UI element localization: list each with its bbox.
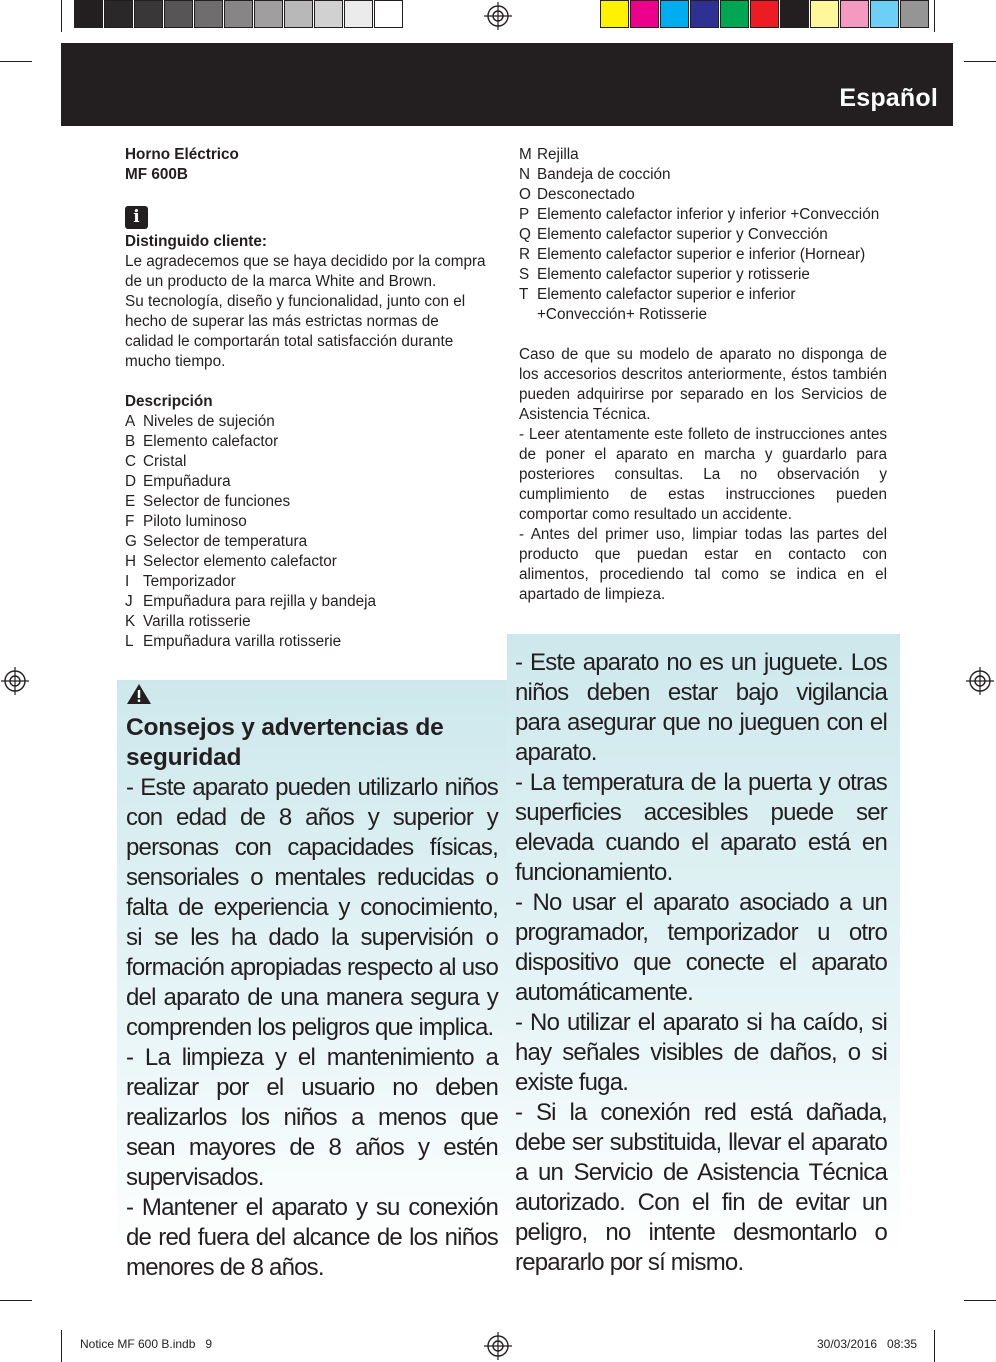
description-item [125, 552, 487, 572]
description-item [125, 452, 487, 472]
left-column [125, 145, 487, 652]
description-item-key: K [125, 613, 136, 630]
description-item [519, 165, 887, 185]
description-item-text: Empuñadura para rejilla y bandeja [143, 593, 377, 610]
description-item-text: Empuñadura [143, 473, 231, 490]
safety-item: - Si la conexión red está dañada, debe ser substituida, llevar el aparato a un Servicio de Asistencia Técnica autorizado. Con el fin de evitar un peligro, no intente desmontarlo o repararlo por sí mismo. [515, 1099, 887, 1276]
crop-mark [934, 1330, 935, 1362]
safety-left-column [126, 680, 498, 1283]
warning-icon [126, 683, 152, 705]
description-item-key: M [519, 146, 532, 163]
color-swatch [224, 0, 253, 28]
registration-mark-icon [965, 666, 995, 696]
description-list [125, 412, 487, 652]
accessories-note: Caso de que su modelo de aparato no disponga de los accesorios descritos anteriormente, éstos también pueden adquirirse por separado en los Servicios de Asistencia Técnica. [519, 346, 887, 423]
color-swatch [254, 0, 283, 28]
description-item-text: Elemento calefactor superior y Convección [537, 226, 828, 243]
description-heading: Descripción [125, 393, 213, 410]
safety-right-column [515, 648, 887, 1278]
description-item [519, 245, 887, 265]
color-swatch [660, 0, 689, 28]
safety-item: - Mantener el aparato y su conexión de red fuera del alcance de los niños menores de 8 años. [126, 1194, 498, 1281]
safety-item: - Este aparato no es un juguete. Los niños deben estar bajo vigilancia para asegurar que no jueguen con el aparato. [515, 649, 887, 766]
registration-mark-icon [483, 1331, 513, 1361]
grayscale-color-bar [74, 0, 404, 30]
description-item [519, 185, 887, 205]
color-swatch [284, 0, 313, 28]
crop-mark [964, 1300, 996, 1301]
safety-list [515, 648, 887, 1278]
description-item-key: N [519, 166, 531, 183]
safety-item: - Este aparato pueden utilizarlo niños con edad de 8 años y superior y personas con capacidades físicas, sensoriales o mentales reducidas o falta de experiencia y conocimiento, si se les ha dado la supervisión o formación apropiadas respecto al uso del aparato de una manera segura y comprenden los peligros que implica. [126, 774, 498, 1041]
description-item-key: B [125, 433, 136, 450]
color-swatch [194, 0, 223, 28]
info-icon: i [125, 206, 148, 229]
color-swatch [600, 0, 629, 28]
cleaning-note: - Antes del primer uso, limpiar todas las partes del producto que puedan estar en contacto con alimentos, procediendo tal como se indica en el apartado de limpieza. [519, 526, 887, 603]
color-swatch [104, 0, 133, 28]
description-item-key: L [125, 633, 134, 650]
description-item [519, 205, 887, 225]
intro-paragraph: Su tecnología, diseño y funcionalidad, junto con el hecho de superar las más estrictas normas de calidad le comportarán total satisfacción durante mucho tiempo. [125, 293, 466, 370]
color-swatch [840, 0, 869, 28]
color-swatch [134, 0, 163, 28]
description-item [519, 265, 887, 285]
description-item [125, 412, 487, 432]
description-item-key: O [519, 186, 531, 203]
color-swatch [780, 0, 809, 28]
header-band [61, 43, 953, 126]
right-column [519, 145, 887, 605]
safety-title: Consejos y advertencias de seguridad [126, 714, 444, 771]
description-item-text: Selector de funciones [143, 493, 291, 510]
color-swatch [164, 0, 193, 28]
description-item-key: C [125, 453, 137, 470]
description-item-key: D [125, 473, 137, 490]
description-item-text: Elemento calefactor [143, 433, 279, 450]
color-swatch [374, 0, 403, 28]
safety-item: - No utilizar el aparato si ha caído, si hay señales visibles de daños, o si existe fuga. [515, 1009, 887, 1096]
description-item-text: Niveles de sujeción [143, 413, 275, 430]
description-item-text: Elemento calefactor inferior y inferior +Convección [537, 206, 880, 223]
product-name: Horno Eléctrico [125, 146, 239, 163]
description-item-text: Piloto luminoso [143, 513, 247, 530]
safety-list [126, 773, 498, 1283]
description-item-text: Elemento calefactor superior y rotisserie [537, 266, 810, 283]
color-swatch [690, 0, 719, 28]
description-item-key: J [125, 593, 133, 610]
crop-mark [61, 0, 62, 32]
description-item [125, 432, 487, 452]
description-item [125, 492, 487, 512]
description-item [125, 632, 487, 652]
description-item-key: Q [519, 226, 531, 243]
description-item [125, 592, 487, 612]
description-item-text: Cristal [143, 453, 187, 470]
color-swatch [74, 0, 103, 28]
description-item [519, 285, 887, 325]
color-swatch [810, 0, 839, 28]
description-item-text: Elemento calefactor superior e inferior (Hornear) [537, 246, 866, 263]
description-item-text: Temporizador [143, 573, 236, 590]
description-item-key: S [519, 266, 530, 283]
description-item-text: Bandeja de cocción [537, 166, 671, 183]
description-item-text: Varilla rotisserie [143, 613, 251, 630]
language-title: Español [839, 84, 938, 112]
footer-file-name: Notice MF 600 B.indb 9 [80, 1337, 213, 1351]
safety-item: - La limpieza y el mantenimiento a realizar por el usuario no deben realizarlos los niños a menos que sean mayores de 8 años y estén supervisados. [126, 1044, 498, 1191]
color-swatch [630, 0, 659, 28]
description-item [519, 145, 887, 165]
description-item [125, 612, 487, 632]
crop-mark [0, 61, 32, 62]
color-swatch [720, 0, 749, 28]
description-item-key: T [519, 286, 529, 303]
description-item-key: R [519, 246, 531, 263]
description-item [125, 532, 487, 552]
description-item-text: Desconectado [537, 186, 635, 203]
description-item-key: F [125, 513, 135, 530]
color-swatch [314, 0, 343, 28]
description-item-key: G [125, 533, 137, 550]
description-item-key: E [125, 493, 136, 510]
intro-paragraph: Le agradecemos que se haya decidido por la compra de un producto de la marca White and Brown. [125, 253, 486, 290]
description-item-text: Selector de temperatura [143, 533, 308, 550]
registration-mark-icon [0, 666, 30, 696]
process-color-bar [600, 0, 930, 30]
description-item-text: Rejilla [537, 146, 579, 163]
description-item-text: Elemento calefactor superior e inferior +Convección+ Rotisserie [537, 286, 796, 323]
safety-item: - La temperatura de la puerta y otras superficies accesibles puede ser elevada cuando el aparato está en funcionamiento. [515, 769, 887, 886]
crop-mark [934, 0, 935, 32]
crop-mark [964, 61, 996, 62]
color-swatch [900, 0, 929, 28]
description-list [519, 145, 887, 325]
description-item [125, 472, 487, 492]
description-item-key: I [125, 573, 130, 590]
description-item-text: Selector elemento calefactor [143, 553, 337, 570]
color-swatch [344, 0, 373, 28]
read-instructions-note: - Leer atentamente este folleto de instrucciones antes de poner el aparato en marcha y guardarlo para posteriores consultas. La no observación y cumplimiento de estas instrucciones pueden comportar como resultado un accidente. [519, 426, 887, 523]
registration-mark-icon [483, 1, 513, 31]
description-item [125, 572, 487, 592]
intro-heading: Distinguido cliente: [125, 233, 267, 250]
crop-mark [0, 1300, 32, 1301]
description-item-text: Empuñadura varilla rotisserie [143, 633, 342, 650]
description-item-key: P [519, 206, 530, 223]
description-item [519, 225, 887, 245]
safety-item: - No usar el aparato asociado a un programador, temporizador u otro dispositivo que conecte el aparato automáticamente. [515, 889, 887, 1006]
color-swatch [750, 0, 779, 28]
color-swatch [870, 0, 899, 28]
product-model: MF 600B [125, 166, 188, 183]
crop-mark [61, 1330, 62, 1362]
footer-timestamp: 30/03/2016 08:35 [817, 1337, 918, 1351]
description-item-key: H [125, 553, 137, 570]
description-item [125, 512, 487, 532]
description-item-key: A [125, 413, 136, 430]
